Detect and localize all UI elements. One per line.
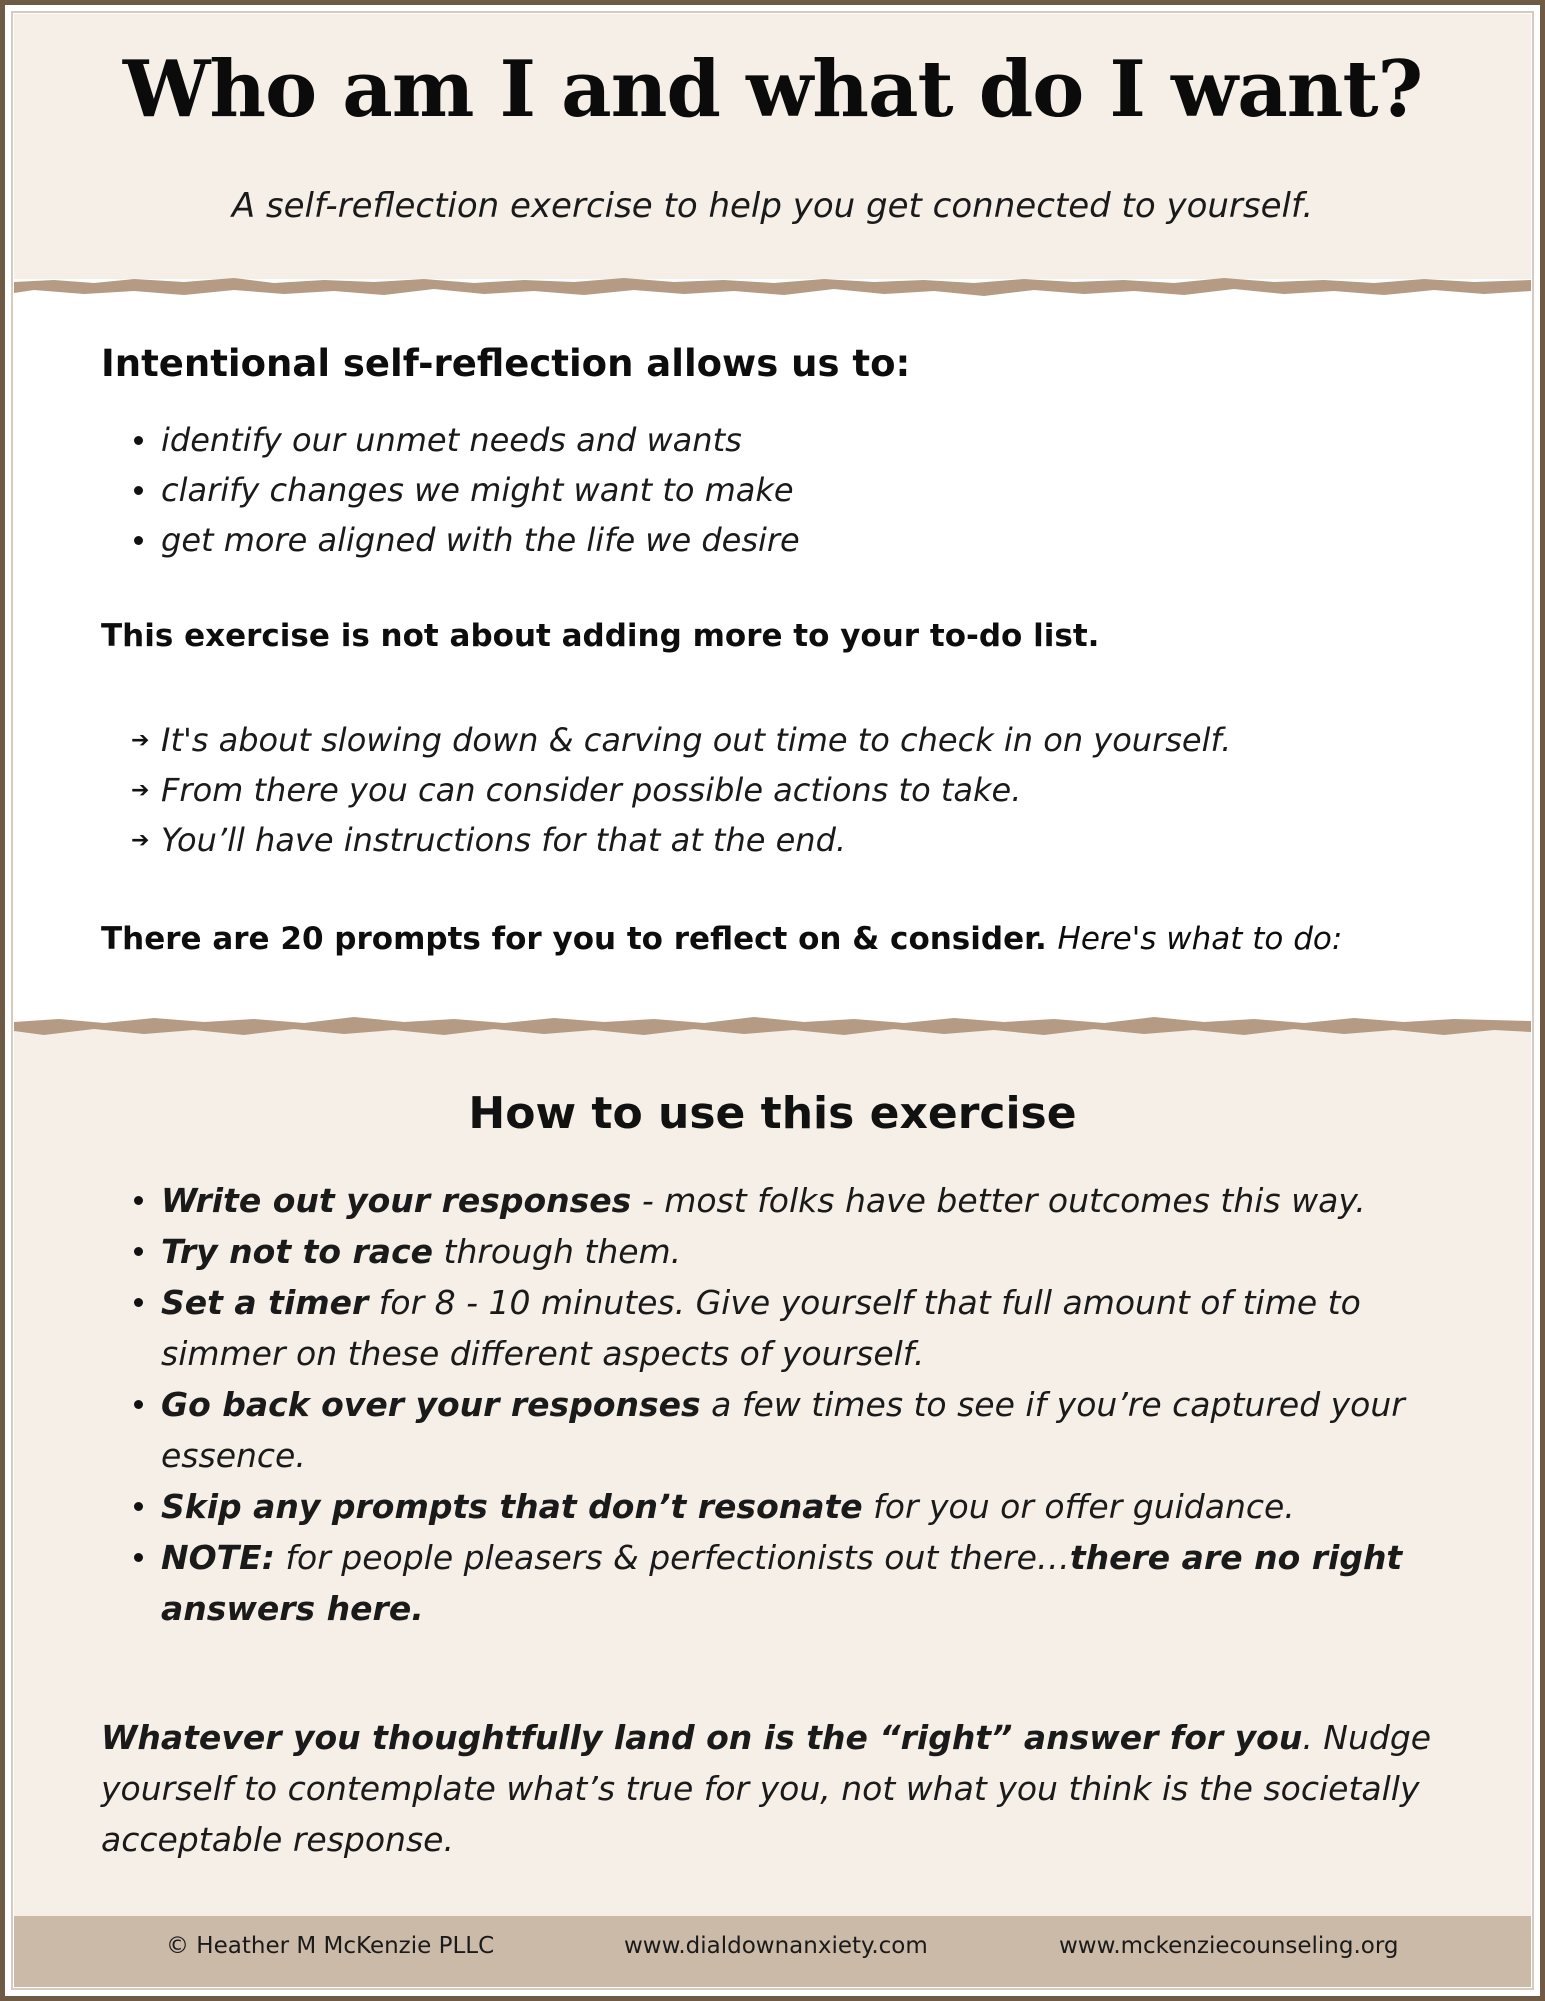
- how-to-heading: How to use this exercise: [468, 1088, 1077, 1139]
- list-item: Try not to race through them.: [161, 1226, 1436, 1277]
- arrow-right-icon: ➔: [131, 828, 150, 853]
- list-item: NOTE: for people pleasers & perfectionists out there…there are no right answers here.: [161, 1532, 1436, 1634]
- website-link-mckenziecounseling[interactable]: www.mckenziecounseling.org: [1059, 1933, 1399, 1959]
- copyright-text: © Heather M McKenzie PLLC: [166, 1933, 495, 1959]
- arrow-right-icon: ➔: [131, 728, 150, 753]
- list-item: identify our unmet needs and wants: [161, 415, 800, 465]
- page-title: Who am I and what do I want?: [122, 44, 1423, 135]
- torn-paper-divider-bottom: [14, 1014, 1531, 1040]
- list-item: Go back over your responses a few times to see if you’re captured your essence.: [161, 1379, 1436, 1481]
- prompts-statement: There are 20 prompts for you to reflect on & consider. Here's what to do:: [101, 921, 1343, 957]
- closing-note: Whatever you thoughtfully land on is the “right” answer for you. Nudge yourself to contemplate what’s true for you, not what you think is the societally acceptable response.: [101, 1718, 1432, 1859]
- list-item: Set a timer for 8 - 10 minutes. Give yourself that full amount of time to simmer on these different aspects of yourself.: [161, 1277, 1436, 1379]
- not-about-statement: This exercise is not about adding more to your to-do list.: [101, 618, 1100, 654]
- list-item: ➔ From there you can consider possible actions to take.: [161, 765, 1231, 815]
- page-subtitle: A self-reflection exercise to help you get connected to yourself.: [231, 186, 1314, 226]
- torn-paper-divider-top: [14, 276, 1531, 302]
- intro-heading: Intentional self-reflection allows us to:: [101, 342, 911, 385]
- list-item: clarify changes we might want to make: [161, 465, 800, 515]
- list-item: Skip any prompts that don’t resonate for you or offer guidance.: [161, 1481, 1436, 1532]
- arrow-right-icon: ➔: [131, 778, 150, 803]
- list-item: get more aligned with the life we desire: [161, 515, 800, 565]
- instructions-list: [161, 1175, 1436, 1634]
- list-item: ➔ It's about slowing down & carving out time to check in on yourself.: [161, 715, 1231, 765]
- website-link-dialdownanxiety[interactable]: www.dialdownanxiety.com: [624, 1933, 928, 1959]
- list-item: ➔ You’ll have instructions for that at the end.: [161, 815, 1231, 865]
- list-item: Write out your responses - most folks have better outcomes this way.: [161, 1175, 1436, 1226]
- purpose-list: [131, 715, 1232, 865]
- benefits-list: [161, 415, 800, 565]
